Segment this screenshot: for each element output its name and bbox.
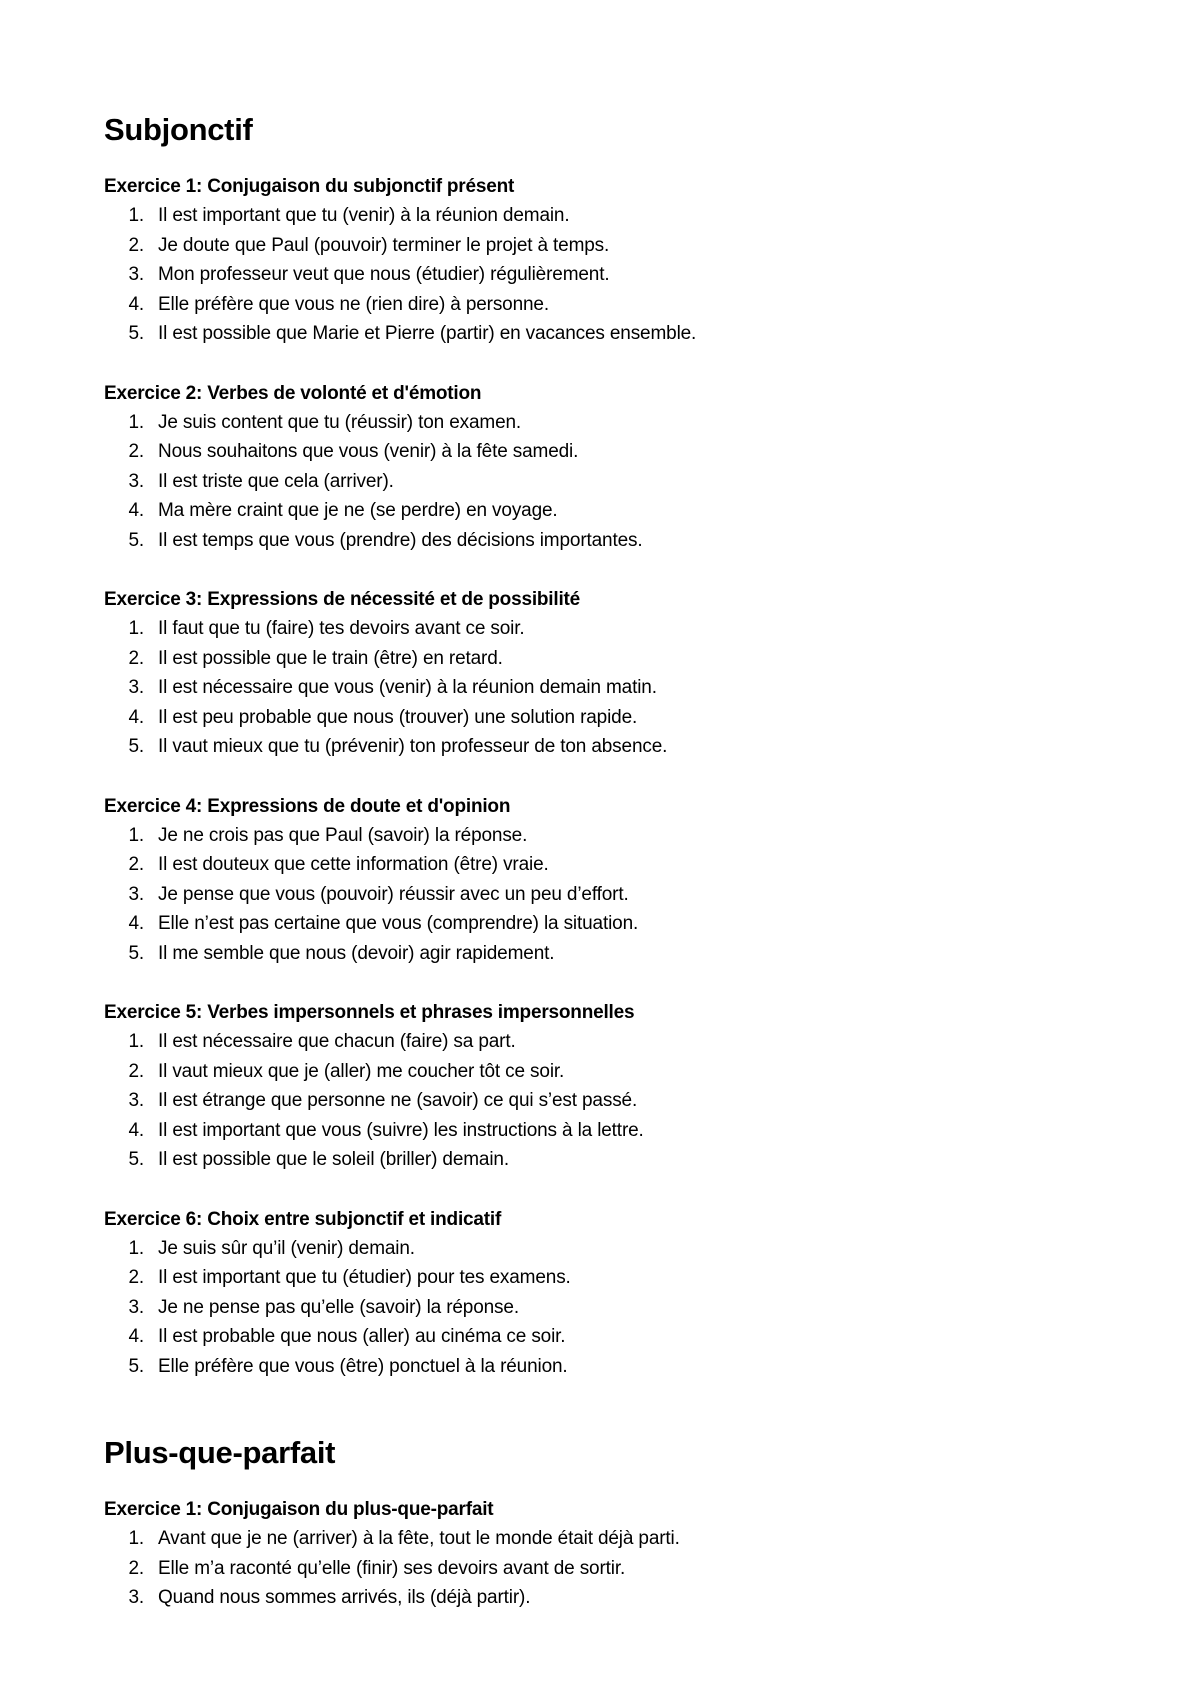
item-text: Il me semble que nous (devoir) agir rapidement. xyxy=(158,942,555,964)
item-number: 5. xyxy=(128,529,144,551)
exercise xyxy=(104,998,1200,1175)
list-item xyxy=(104,1293,1200,1323)
item-number: 4. xyxy=(128,706,144,728)
list-item xyxy=(104,290,1200,320)
item-text: Il est probable que nous (aller) au cinéma ce soir. xyxy=(158,1326,566,1347)
item-text: Il est possible que Marie et Pierre (partir) en vacances ensemble. xyxy=(158,323,697,344)
item-text: Elle préfère que vous ne (rien dire) à personne. xyxy=(158,293,549,315)
list-item xyxy=(104,1234,1200,1264)
exercise-items xyxy=(104,821,1200,969)
section-title: Plus-que-parfait xyxy=(104,1435,336,1470)
item-text: Elle m’a raconté qu’elle (finir) ses devoirs avant de sortir. xyxy=(158,1557,626,1579)
item-text: Il est temps que vous (prendre) des décisions importantes. xyxy=(158,529,643,551)
list-item xyxy=(104,201,1200,231)
item-text: Avant que je ne (arriver) à la fête, tout le monde était déjà parti. xyxy=(158,1528,680,1549)
item-number: 4. xyxy=(128,293,144,315)
item-text: Mon professeur veut que nous (étudier) régulièrement. xyxy=(158,264,610,285)
list-item xyxy=(104,1352,1200,1382)
section-title: Subjonctif xyxy=(104,112,253,147)
list-item xyxy=(104,1086,1200,1116)
exercise-items xyxy=(104,408,1200,556)
list-item xyxy=(104,909,1200,939)
exercise-items xyxy=(104,1027,1200,1175)
exercise-items xyxy=(104,1524,1200,1613)
list-item xyxy=(104,850,1200,880)
item-text: Elle préfère que vous (être) ponctuel à la réunion. xyxy=(158,1355,568,1377)
list-item xyxy=(104,673,1200,703)
list-item xyxy=(104,408,1200,438)
list-item xyxy=(104,1057,1200,1087)
item-text: Ma mère craint que je ne (se perdre) en voyage. xyxy=(158,500,558,521)
item-number: 1. xyxy=(128,1237,144,1259)
item-number: 3. xyxy=(128,1587,144,1608)
item-text: Je suis sûr qu’il (venir) demain. xyxy=(158,1237,415,1259)
list-item xyxy=(104,1145,1200,1175)
list-item xyxy=(104,1583,1200,1613)
item-text: Je pense que vous (pouvoir) réussir avec un peu d’effort. xyxy=(158,883,629,905)
exercise-title: Exercice 2: Verbes de volonté et d'émotion xyxy=(104,382,482,404)
item-number: 5. xyxy=(128,1149,144,1170)
item-text: Il est important que tu (étudier) pour tes examens. xyxy=(158,1267,571,1288)
exercise xyxy=(104,792,1200,969)
item-number: 2. xyxy=(128,441,144,462)
exercise xyxy=(104,585,1200,762)
list-item xyxy=(104,1524,1200,1554)
item-number: 2. xyxy=(128,854,144,875)
item-text: Il est triste que cela (arriver). xyxy=(158,470,394,492)
list-item xyxy=(104,231,1200,261)
list-item xyxy=(104,260,1200,290)
list-item xyxy=(104,614,1200,644)
list-item xyxy=(104,1554,1200,1584)
item-text: Il est important que vous (suivre) les instructions à la lettre. xyxy=(158,1119,644,1141)
exercise xyxy=(104,379,1200,556)
exercise-items xyxy=(104,1234,1200,1382)
item-number: 2. xyxy=(128,234,144,256)
item-number: 5. xyxy=(128,323,144,344)
exercise xyxy=(104,1205,1200,1382)
section-plus-que-parfait xyxy=(104,1433,1200,1613)
list-item xyxy=(104,319,1200,349)
exercise-title: Exercice 4: Expressions de doute et d'opinion xyxy=(104,795,511,817)
item-number: 3. xyxy=(128,677,144,698)
item-number: 2. xyxy=(128,1060,144,1082)
list-item xyxy=(104,1027,1200,1057)
item-number: 3. xyxy=(128,883,144,905)
item-number: 3. xyxy=(128,470,144,492)
list-item xyxy=(104,1322,1200,1352)
exercise-title: Exercice 1: Conjugaison du plus-que-parfait xyxy=(104,1499,494,1520)
exercise-list xyxy=(104,172,1200,1381)
list-item xyxy=(104,1116,1200,1146)
list-item xyxy=(104,703,1200,733)
exercise-title: Exercice 3: Expressions de nécessité et de possibilité xyxy=(104,589,581,610)
item-number: 4. xyxy=(128,913,144,934)
item-text: Il est nécessaire que vous (venir) à la réunion demain matin. xyxy=(158,677,657,698)
item-text: Elle n’est pas certaine que vous (comprendre) la situation. xyxy=(158,913,639,934)
list-item xyxy=(104,437,1200,467)
item-number: 5. xyxy=(128,736,144,757)
item-number: 1. xyxy=(128,1031,144,1052)
exercise-list xyxy=(104,1495,1200,1613)
item-text: Je ne pense pas qu’elle (savoir) la réponse. xyxy=(158,1296,519,1318)
item-number: 5. xyxy=(128,942,144,964)
list-item xyxy=(104,496,1200,526)
item-text: Il est étrange que personne ne (savoir) ce qui s’est passé. xyxy=(158,1090,638,1111)
item-text: Il faut que tu (faire) tes devoirs avant ce soir. xyxy=(158,618,525,639)
item-number: 2. xyxy=(128,1557,144,1579)
item-text: Il est possible que le soleil (briller) demain. xyxy=(158,1149,509,1170)
exercise-title: Exercice 5: Verbes impersonnels et phrases impersonnelles xyxy=(104,1002,635,1023)
list-item xyxy=(104,526,1200,556)
exercise-title: Exercice 6: Choix entre subjonctif et indicatif xyxy=(104,1208,502,1230)
section-subjonctif xyxy=(104,110,1200,1381)
list-item xyxy=(104,732,1200,762)
item-number: 1. xyxy=(128,618,144,639)
item-text: Je ne crois pas que Paul (savoir) la réponse. xyxy=(158,824,528,846)
item-number: 1. xyxy=(128,824,144,846)
list-item xyxy=(104,1263,1200,1293)
item-number: 1. xyxy=(128,1528,144,1549)
item-text: Je doute que Paul (pouvoir) terminer le projet à temps. xyxy=(158,234,610,256)
item-number: 5. xyxy=(128,1355,144,1377)
item-text: Il est douteux que cette information (être) vraie. xyxy=(158,854,549,875)
list-item xyxy=(104,880,1200,910)
item-text: Il est possible que le train (être) en retard. xyxy=(158,647,503,669)
exercise xyxy=(104,1495,1200,1613)
list-item xyxy=(104,467,1200,497)
item-number: 3. xyxy=(128,264,144,285)
item-number: 4. xyxy=(128,1119,144,1141)
item-text: Il vaut mieux que tu (prévenir) ton professeur de ton absence. xyxy=(158,736,668,757)
list-item xyxy=(104,644,1200,674)
list-item xyxy=(104,939,1200,969)
item-number: 2. xyxy=(128,647,144,669)
item-text: Il vaut mieux que je (aller) me coucher tôt ce soir. xyxy=(158,1060,565,1082)
exercise xyxy=(104,172,1200,349)
item-text: Je suis content que tu (réussir) ton examen. xyxy=(158,411,522,433)
exercise-items xyxy=(104,614,1200,762)
item-number: 1. xyxy=(128,411,144,433)
item-text: Il est nécessaire que chacun (faire) sa part. xyxy=(158,1031,516,1052)
item-number: 4. xyxy=(128,500,144,521)
list-item xyxy=(104,821,1200,851)
exercise-items xyxy=(104,201,1200,349)
item-number: 3. xyxy=(128,1296,144,1318)
item-number: 1. xyxy=(128,205,144,226)
item-text: Il est important que tu (venir) à la réunion demain. xyxy=(158,205,570,226)
item-number: 4. xyxy=(128,1326,144,1347)
item-number: 2. xyxy=(128,1267,144,1288)
item-number: 3. xyxy=(128,1090,144,1111)
item-text: Il est peu probable que nous (trouver) une solution rapide. xyxy=(158,706,638,728)
item-text: Quand nous sommes arrivés, ils (déjà partir). xyxy=(158,1587,531,1608)
item-text: Nous souhaitons que vous (venir) à la fête samedi. xyxy=(158,441,579,462)
exercise-title: Exercice 1: Conjugaison du subjonctif présent xyxy=(104,176,515,197)
